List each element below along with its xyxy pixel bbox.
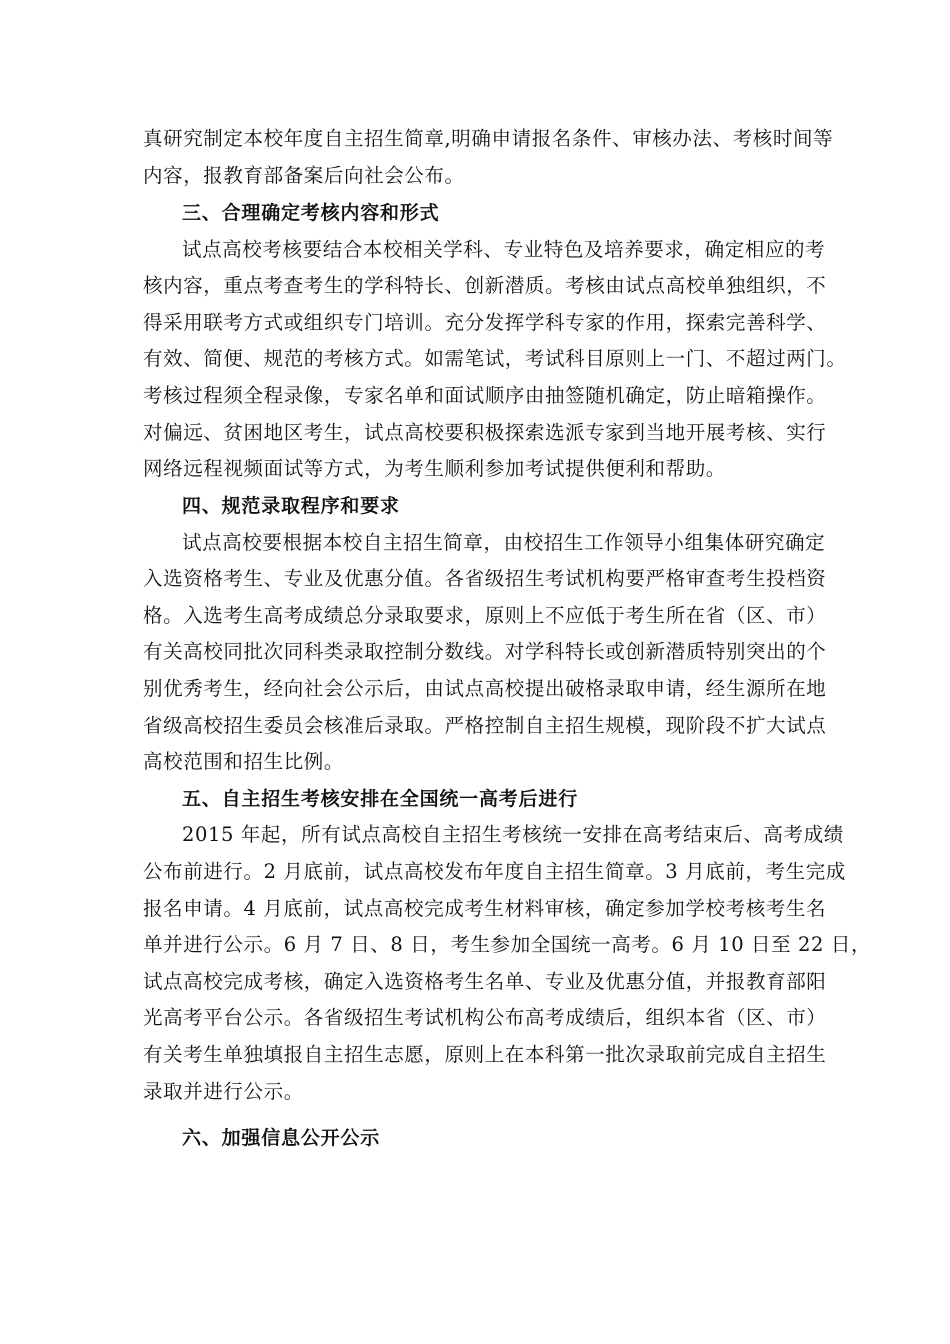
body-text-line: 报名申请。4 月底前，试点高校完成考生材料审核，确定参加学校考核考生名: [143, 897, 827, 920]
body-text-line: 有关考生单独填报自主招生志愿，原则上在本科第一批次录取前完成自主招生: [143, 1043, 827, 1066]
body-text-line: 有效、简便、规范的考核方式。如需笔试，考试科目原则上一门、不超过两门。: [143, 347, 847, 370]
body-text-line: 试点高校要根据本校自主招生简章，由校招生工作领导小组集体研究确定: [182, 531, 826, 554]
body-text-line: 网络远程视频面试等方式，为考生顺利参加考试提供便利和帮助。: [143, 457, 726, 480]
body-text-line: 试点高校考核要结合本校相关学科、专业特色及培养要求，确定相应的考: [182, 238, 826, 261]
section-heading-6: 六、加强信息公开公示: [182, 1127, 381, 1149]
section-heading-4: 四、规范录取程序和要求: [182, 495, 400, 517]
body-text-line: 格。入选考生高考成绩总分录取要求，原则上不应低于考生所在省（区、市）: [143, 604, 827, 627]
body-text-line: 内容，报教育部备案后向社会公布。: [143, 164, 465, 187]
section-heading-3: 三、合理确定考核内容和形式: [182, 202, 440, 224]
body-text-line: 真研究制定本校年度自主招生简章,明确申请报名条件、审核办法、考核时间等: [143, 127, 834, 150]
body-text-line: 光高考平台公示。各省级招生考试机构公布高考成绩后，组织本省（区、市）: [143, 1006, 827, 1029]
body-text-line: 单并进行公示。6 月 7 日、8 日，考生参加全国统一高考。6 月 10 日至 22 日，: [143, 933, 872, 956]
body-text-line: 核内容，重点考查考生的学科特长、创新潜质。考核由试点高校单独组织，不: [143, 274, 827, 297]
body-text-line: 对偏远、贫困地区考生，试点高校要积极探索选派专家到当地开展考核、实行: [143, 421, 827, 444]
body-text-line: 别优秀考生，经向社会公示后，由试点高校提出破格录取申请，经生源所在地: [143, 677, 827, 700]
body-text-line: 考核过程须全程录像，专家名单和面试顺序由抽签随机确定，防止暗箱操作。: [143, 384, 827, 407]
body-text-line: 高校范围和招生比例。: [143, 750, 345, 773]
body-text-line: 得采用联考方式或组织专门培训。充分发挥学科专家的作用，探索完善科学、: [143, 311, 827, 334]
body-text-line: 入选资格考生、专业及优惠分值。各省级招生考试机构要严格审查考生投档资: [143, 567, 827, 590]
body-text-line: 公布前进行。2 月底前，试点高校发布年度自主招生简章。3 月底前，考生完成: [143, 860, 846, 883]
body-text-line: 有关高校同批次同科类录取控制分数线。对学科特长或创新潜质特别突出的个: [143, 640, 827, 663]
body-text-line: 录取并进行公示。: [143, 1080, 304, 1103]
section-heading-5: 五、自主招生考核安排在全国统一高考后进行: [182, 788, 579, 810]
body-text-line: 省级高校招生委员会核准后录取。严格控制自主招生规模，现阶段不扩大试点: [143, 714, 827, 737]
body-text-line: 试点高校完成考核，确定入选资格考生名单、专业及优惠分值，并报教育部阳: [143, 970, 827, 993]
body-text-line: 2015 年起，所有试点高校自主招生考核统一安排在高考结束后、高考成绩: [182, 823, 844, 846]
